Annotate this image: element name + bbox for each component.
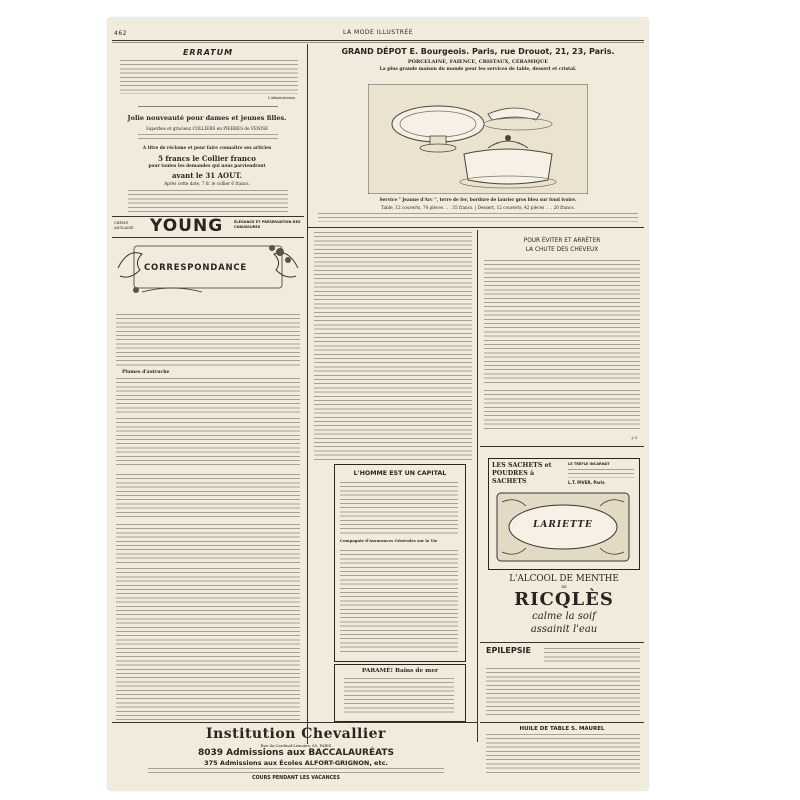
service-caption: Service " Jeanne d'Arc ", terre de fer, bordure de laurier gros bleu sur fond ivoire.: [379, 198, 577, 203]
correspondance-text-1: [116, 314, 300, 368]
service-prices: Table, 12 couverts, 74 pièces . . . 35 francs. | Dessert, 12 couverts, 42 pièces . . . 20 francs.: [381, 205, 575, 210]
column-divider: [307, 44, 308, 744]
grand-depot-tagline: La plus grande maison du monde pour les services de table, dessert et cristal.: [379, 67, 577, 72]
chute-text: [484, 260, 640, 386]
plumes-heading: Plumes d'autruche: [122, 370, 170, 375]
grand-depot-subtitle: PORCELAINE, FAIENCE, CRISTAUX, CÉRAMIQUE: [407, 59, 549, 65]
sachets-product: LARIETTE: [533, 520, 593, 530]
ricqles-line1: L'ALCOOL DE MENTHE: [509, 574, 619, 584]
institution-line3: COURS PENDANT LES VACANCES: [252, 776, 340, 781]
ricqles-de: DE: [561, 585, 567, 589]
huile-title: HUILE DE TABLE S. MAUREL: [519, 726, 605, 732]
sachets-right-brand: LE TRÈFLE INCARNAT: [568, 462, 610, 466]
colliers-deadline: avant le 31 AOUT.: [171, 171, 242, 180]
erratum-text: [120, 60, 298, 94]
young-tagline: ÉLÉGANCE ET PRÉSERVATION DES CHAUSSURES: [234, 220, 301, 229]
young-brand: YOUNG: [150, 216, 224, 236]
capital-company: Compagnie d'Assurances Générales sur la Vie: [340, 538, 438, 543]
page-number: 462: [114, 30, 127, 37]
colliers-after: Après cette date, 7 fr. le collier 6 francs.: [164, 181, 250, 186]
grand-depot-title: GRAND DÉPOT E. Bourgeois. Paris, rue Drouot, 21, 23, Paris.: [341, 47, 615, 56]
institution-line2: 375 Admissions aux Écoles ALFORT-GRIGNON, etc.: [204, 759, 388, 767]
correspondance-title: CORRESPONDANCE: [144, 263, 248, 273]
capital-title: L'HOMME EST UN CAPITAL: [353, 470, 447, 477]
colliers-title: Jolie nouveauté pour dames et jeunes filles.: [127, 114, 287, 122]
institution-address: Rue du Cardinal-Lemoine, 65, PARIS: [260, 743, 332, 748]
erratum-title: ERRATUM: [182, 48, 234, 57]
erratum-signature: L'Administration.: [267, 96, 296, 100]
epilepsie-title: EPILEPSIE: [486, 646, 531, 655]
sachets-maker: L.T. PIVER, Paris: [568, 480, 605, 485]
chute-signature: J. G.: [631, 436, 638, 440]
colliers-line2: pour toutes les demandes qui nous parviendront: [148, 164, 266, 169]
tableware-illustration: [368, 84, 588, 194]
magazine-page: [108, 18, 648, 790]
institution-line1: 8039 Admissions aux BACCALAURÉATS: [197, 748, 395, 758]
ricqles-slogan1: calme la soif: [532, 611, 596, 622]
parame-title: PARAMÉ! Bains de mer: [361, 668, 439, 674]
chute-title-1: POUR ÉVITER ET ARRÊTER: [523, 238, 601, 244]
young-label: CRÈME ANGLAISE: [114, 221, 134, 230]
correspondance-text-2: [116, 568, 300, 720]
ricqles-brand: RICQLÈS: [514, 589, 614, 610]
colliers-price: 5 francs le Collier franco: [158, 154, 256, 163]
chute-title-2: LA CHUTE DES CHEVEUX: [525, 247, 599, 253]
middle-column-text: [314, 232, 472, 460]
colliers-line1: A titre de réclame et pour faire connaître ses articles: [142, 146, 272, 151]
magazine-title: LA MODE ILLUSTRÉE: [343, 29, 413, 36]
ricqles-slogan2: assainit l'eau: [530, 624, 598, 635]
colliers-subtitle: Superbes et gracieux COLLIERS en PIERRES de VENISE: [145, 126, 269, 131]
sachets-title: LES SACHETS et POUDRES à SACHETS: [492, 462, 552, 485]
institution-title: Institution Chevallier: [206, 726, 386, 742]
